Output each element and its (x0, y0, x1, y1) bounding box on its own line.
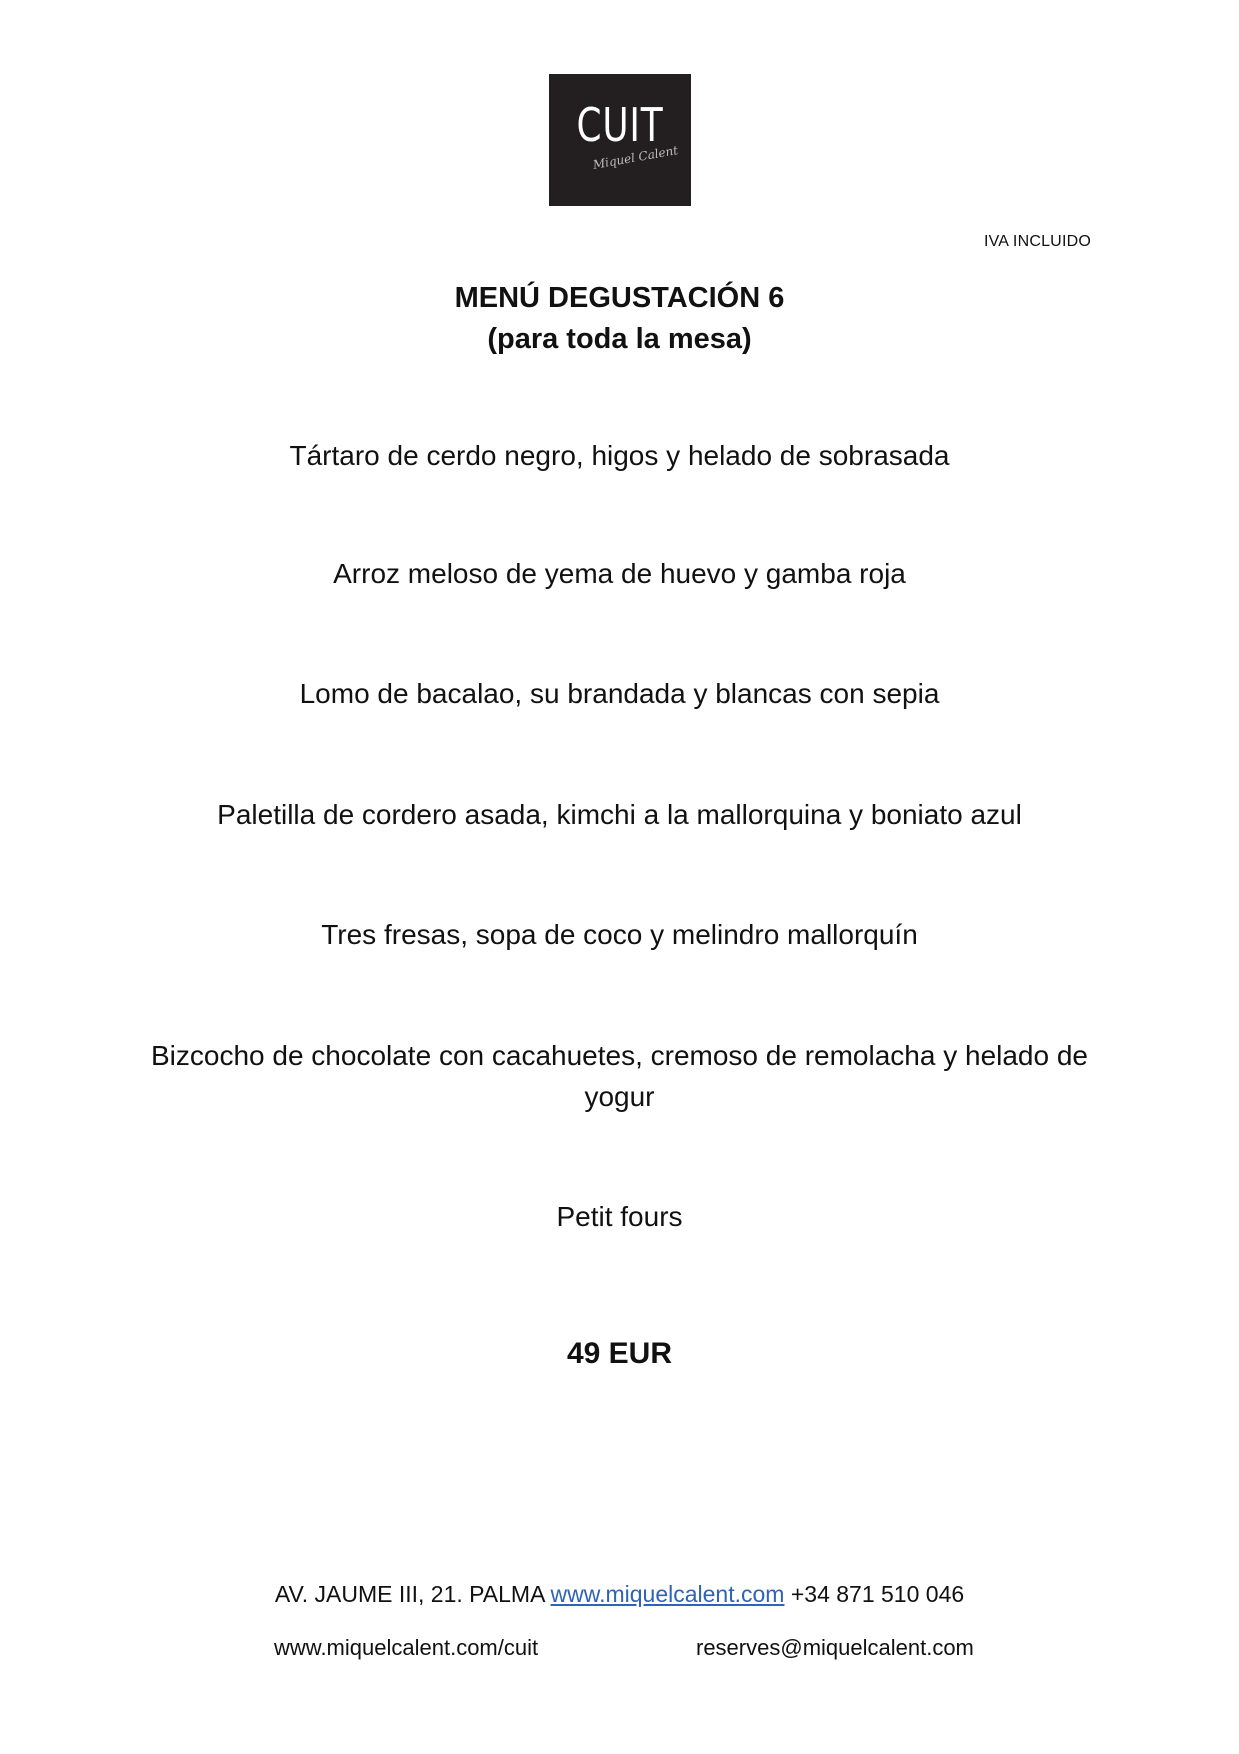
footer-address: AV. JAUME III, 21. PALMA (274, 1581, 545, 1607)
footer-contact-line (0, 1578, 1239, 1610)
dish-4: Paletilla de cordero asada, kimchi a la mallorquina y boniato azul (217, 799, 1022, 830)
dish-7: Petit fours (556, 1201, 683, 1232)
dish-1: Tártaro de cerdo negro, higos y helado de sobrasada (289, 440, 950, 471)
menu-title-line-2: (para toda la mesa) (487, 323, 752, 355)
footer-phone: +34 871 510 046 (790, 1581, 965, 1607)
menu-title (0, 278, 1239, 360)
cuit-url: www.miquelcalent.com/cuit (274, 1635, 539, 1660)
dish-6: Bizcocho de chocolate con cacahuetes, cremoso de remolacha y helado de yogur (150, 1040, 1088, 1112)
reservation-email: reserves@miquelcalent.com (696, 1635, 974, 1660)
tax-included-note: IVA INCLUIDO (983, 233, 1091, 250)
logo-signature-text: Miquel Calent (591, 143, 680, 172)
dish-3: Lomo de bacalao, su brandada y blancas con sepia (299, 678, 940, 709)
dish-5: Tres fresas, sopa de coco y melindro mallorquín (321, 919, 918, 950)
cuit-logo (549, 74, 691, 206)
website-link[interactable]: www.miquelcalent.com (550, 1581, 785, 1607)
menu-price: 49 EUR (566, 1337, 673, 1370)
menu-title-line-1: MENÚ DEGUSTACIÓN 6 (454, 282, 785, 314)
dish-2: Arroz meloso de yema de huevo y gamba roja (333, 558, 906, 589)
logo-main-text: CUIT (576, 98, 664, 152)
